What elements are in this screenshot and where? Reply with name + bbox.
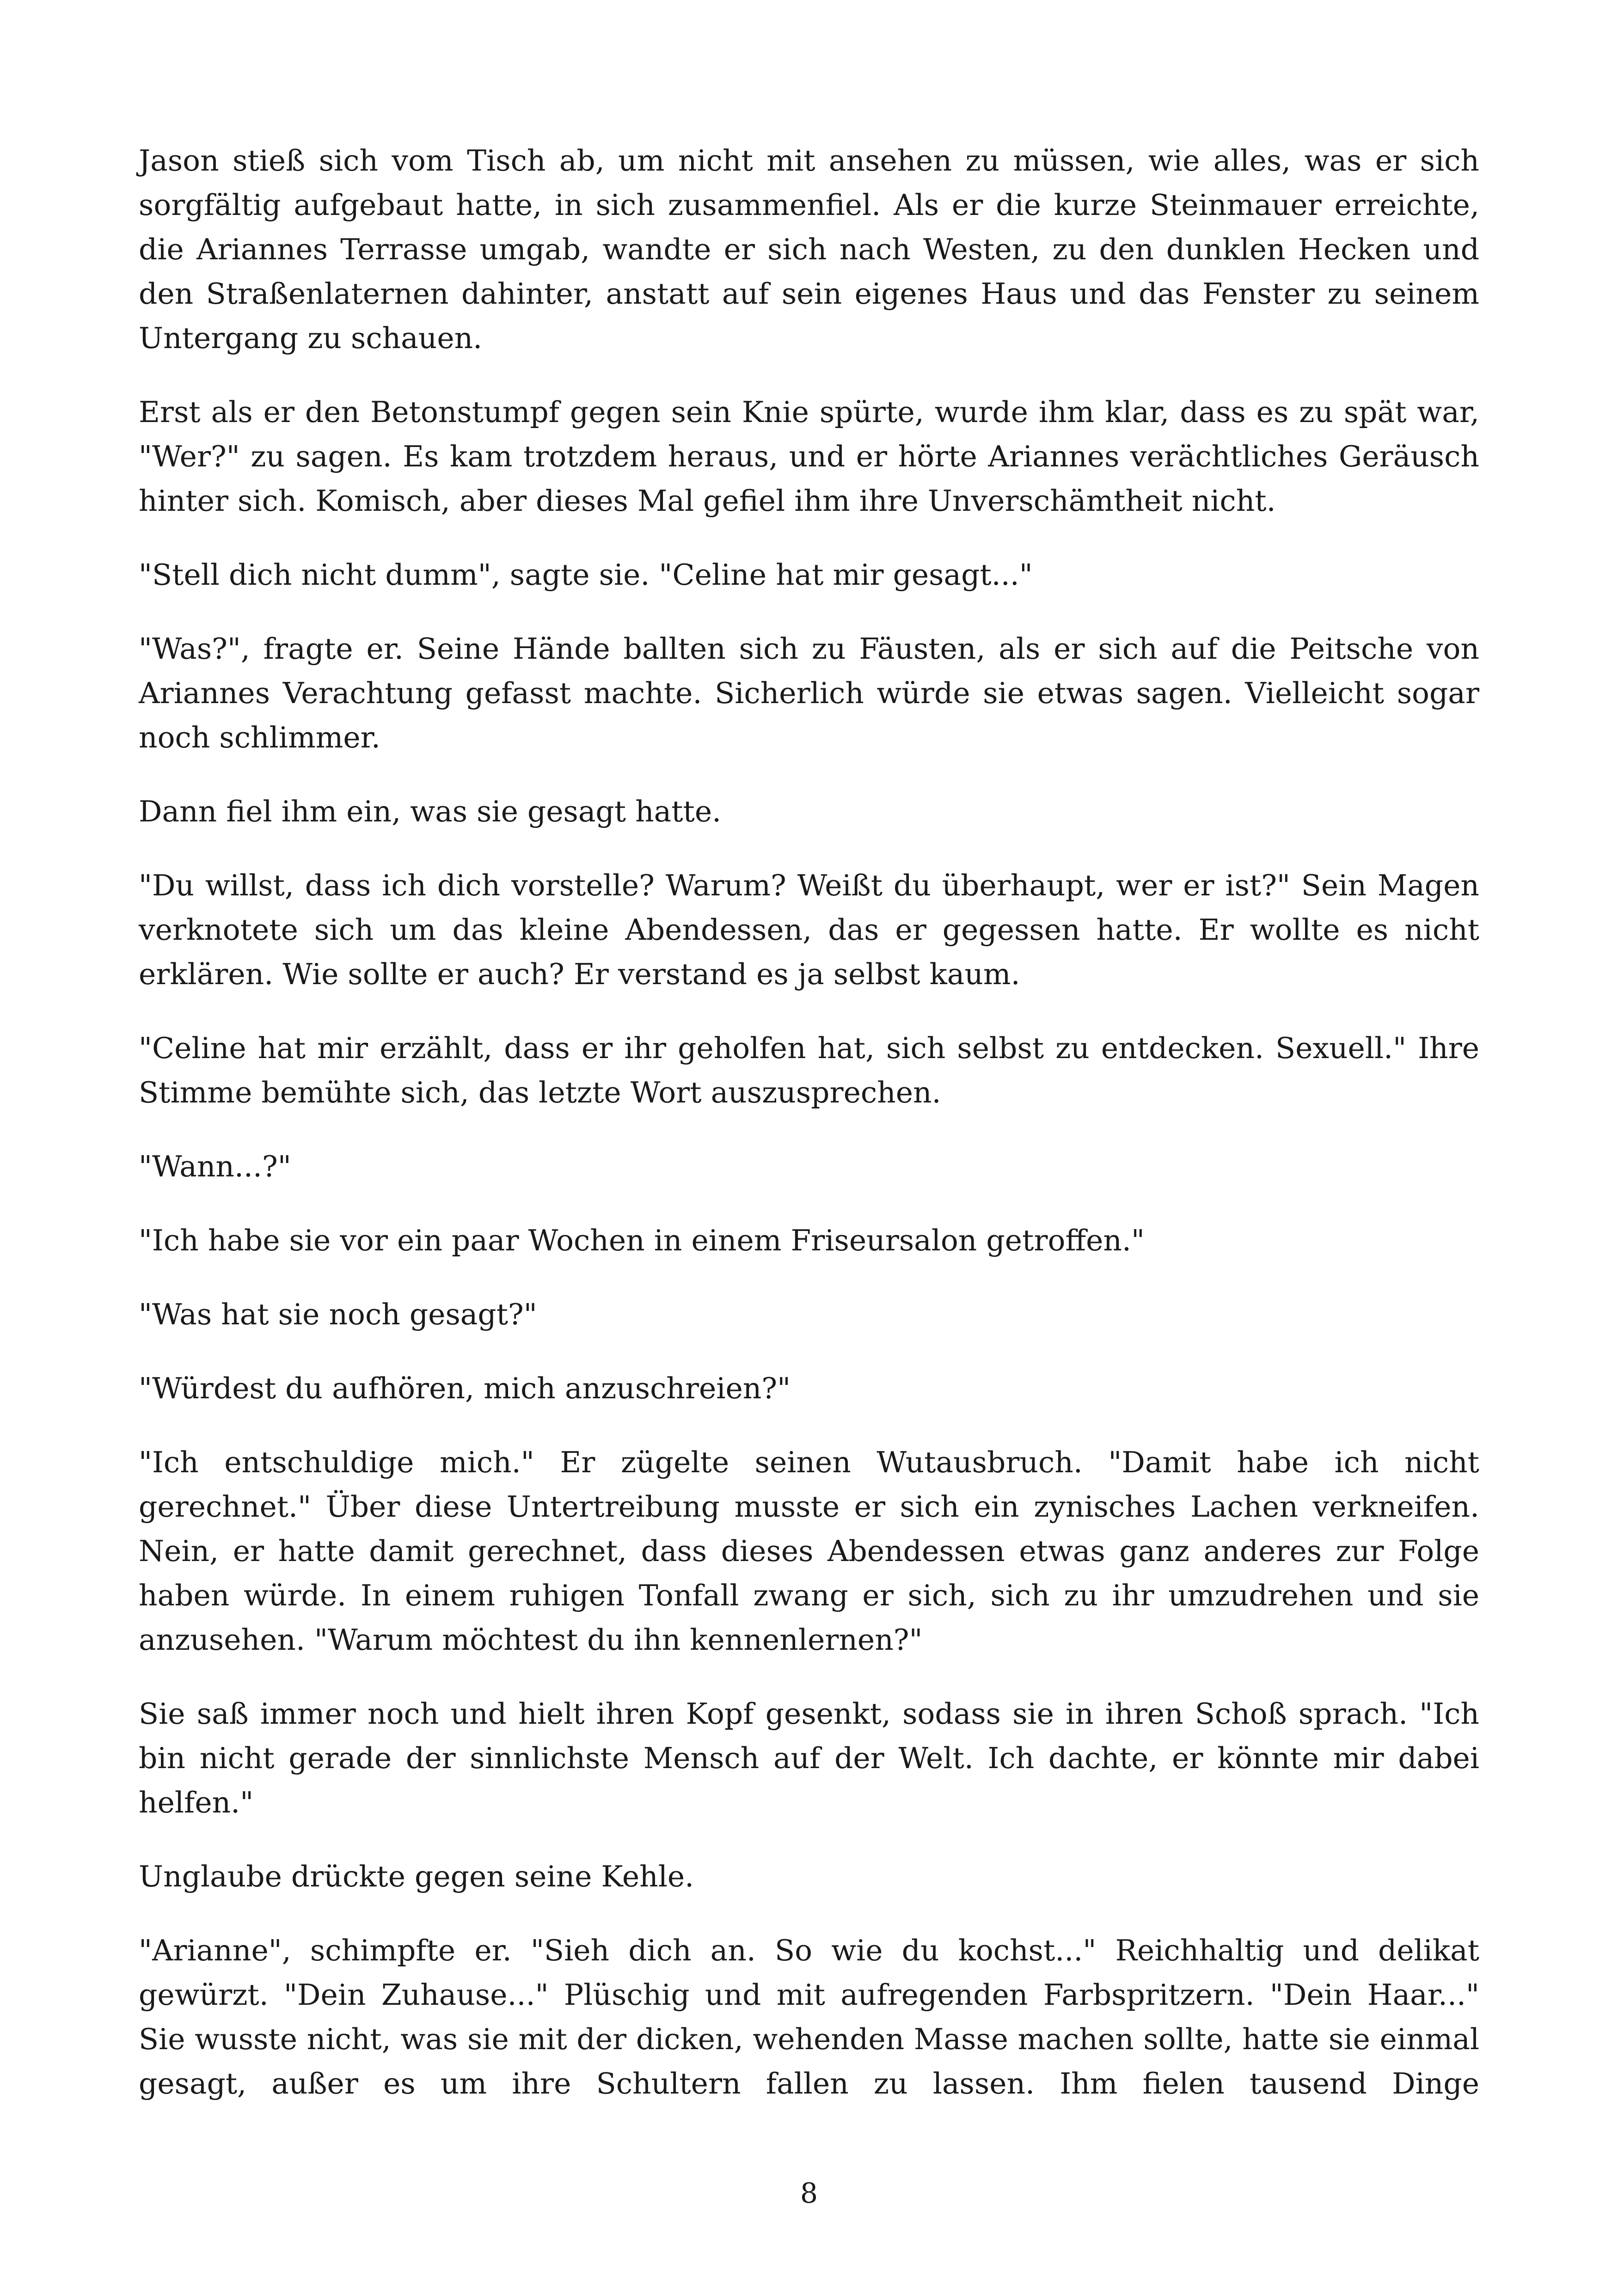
paragraph: Dann fiel ihm ein, was sie gesagt hatte. bbox=[139, 795, 722, 828]
paragraph: "Würdest du aufhören, mich anzuschreien?" bbox=[139, 1371, 791, 1405]
page-number: 8 bbox=[800, 2177, 818, 2210]
paragraph: "Was?", fragte er. Seine Hände ballten sich zu Fäusten, als er sich auf die Peitsche von Ariannes Verachtung gefasst machte. Sicherlich würde sie etwas sagen. Vielleicht sogar noch schlimmer. bbox=[139, 632, 1479, 754]
paragraph: Sie saß immer noch und hielt ihren Kopf gesenkt, sodass sie in ihren Schoß sprach. "Ich bin nicht gerade der sinnlichste Mensch auf der Welt. Ich dachte, er könnte mir dabei helfen." bbox=[139, 1697, 1479, 1819]
paragraph: "Celine hat mir erzählt, dass er ihr geholfen hat, sich selbst zu entdecken. Sexuell." Ihre Stimme bemühte sich, das letzte Wort auszusprechen. bbox=[139, 1031, 1479, 1109]
paragraph: "Arianne", schimpfte er. "Sieh dich an. So wie du kochst..." Reichhaltig und delikat gewürzt. "Dein Zuhause..." Plüschig und mit aufregenden Farbspritzern. "Dein Haar..." Sie wusste nicht, was sie mit der dicken, wehenden Masse machen sollte, hatte sie einmal gesagt, außer es um ihre Schultern fallen zu lassen. Ihm fielen tausend Dinge bbox=[139, 1934, 1479, 2100]
paragraph: "Ich habe sie vor ein paar Wochen in einem Friseursalon getroffen." bbox=[139, 1224, 1145, 1257]
paragraph: "Stell dich nicht dumm", sagte sie. "Celine hat mir gesagt..." bbox=[139, 558, 1033, 592]
paragraph: "Du willst, dass ich dich vorstelle? Warum? Weißt du überhaupt, wer er ist?" Sein Magen verknotete sich um das kleine Abendessen, das er gegessen hatte. Er wollte es nicht erklären. Wie sollte er auch? Er verstand es ja selbst kaum. bbox=[139, 869, 1479, 991]
paragraph: Jason stieß sich vom Tisch ab, um nicht mit ansehen zu müssen, wie alles, was er sich sorgfältig aufgebaut hatte, in sich zusammenfiel. Als er die kurze Steinmauer erreichte, die Ariannes Terrasse umgab, wandte er sich nach Westen, zu den dunklen Hecken und den Straßenlaternen dahinter, anstatt auf sein eigenes Haus und das Fenster zu seinem Untergang zu schauen. bbox=[139, 144, 1479, 355]
paragraph: "Ich entschuldige mich." Er zügelte seinen Wutausbruch. "Damit habe ich nicht gerechnet." Über diese Untertreibung musste er sich ein zynisches Lachen verkneifen. Nein, er hatte damit gerechnet, dass dieses Abendessen etwas ganz anderes zur Folge haben würde. In einem ruhigen Tonfall zwang er sich, sich zu ihr umzudrehen und sie anzusehen. "Warum möchtest du ihn kennenlernen?" bbox=[139, 1445, 1479, 1657]
document-page bbox=[139, 139, 1479, 2196]
body-text bbox=[139, 139, 1479, 2106]
paragraph: "Wann...?" bbox=[139, 1150, 291, 1183]
paragraph: Unglaube drückte gegen seine Kehle. bbox=[139, 1860, 694, 1893]
paragraph: Erst als er den Betonstumpf gegen sein Knie spürte, wurde ihm klar, dass es zu spät war, "Wer?" zu sagen. Es kam trotzdem heraus, und er hörte Ariannes verächtliches Geräusch hinter sich. Komisch, aber dieses Mal gefiel ihm ihre Unverschämtheit nicht. bbox=[139, 395, 1479, 518]
paragraph: "Was hat sie noch gesagt?" bbox=[139, 1298, 537, 1331]
